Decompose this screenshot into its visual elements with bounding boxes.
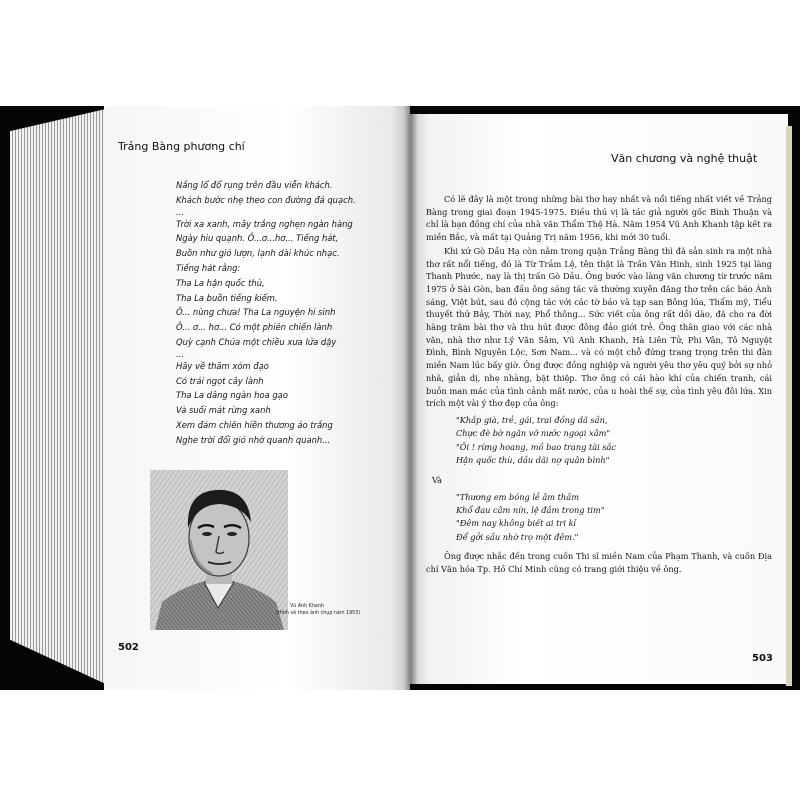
poem-line: Quỳ cạnh Chúa một chiều xưa lửa dậy xyxy=(176,336,337,347)
paragraph: Ông được nhắc đến trong cuốn Thi sĩ miền Nam của Phạm Thanh, và cuốn Địa chí Văn hóa Tp. Hồ Chí Minh cũng có trang giới thiệu về ông. xyxy=(426,551,772,574)
poem-line: Ngày hiu quạnh. Ô...ơ...hơ... Tiếng hát, xyxy=(176,233,339,244)
left-running-header: Trảng Bàng phương chí xyxy=(118,140,245,153)
poem-line: Ô... nùng chưa! Tha La nguyện hi sinh xyxy=(176,307,336,318)
right-page-edge xyxy=(786,126,792,686)
page-stack-edge xyxy=(10,108,110,686)
poem-line: Trời xa xanh, mây trắng nghẹn ngàn hàng xyxy=(176,218,353,229)
sketch-portrait-icon xyxy=(150,470,288,630)
quote-line: Khổ đau câm nín, lệ đầm trong tim" xyxy=(456,504,605,515)
poem-line: ... xyxy=(176,206,184,217)
poem-line: ... xyxy=(176,348,184,359)
poem-line: Hãy về thăm xóm đạo xyxy=(176,360,269,371)
quote-line: "Đêm nay không biết ai tri kỉ xyxy=(456,518,577,529)
quote-line: "Ôi ! rừng hoang, mồ bao trang tài sắc xyxy=(456,441,616,452)
connector-word: Và xyxy=(432,474,443,485)
poem-line: Khách bước nhẹ theo con đường đá quạch. xyxy=(176,194,356,205)
right-page-number: 503 xyxy=(752,653,773,664)
poem-line: Và suối mát rừng xanh xyxy=(176,405,271,416)
poem-line: Tha La dâng ngàn hoa gạo xyxy=(176,390,288,401)
quote-block xyxy=(426,414,772,468)
paragraph: Có lẽ đây là một trong những bài thơ hay nhất và nổi tiếng nhất viết về Trảng Bàng trong giai đoạn 1945-1975. Điều thú vị là tác giả người gốc Bình Thuận và chỉ là bạn đồng chí của nhà văn Thẩm Thệ Hà. Năm 1954 Vũ Anh Khanh tập kết ra miền Bắc, và mất tại Quảng Trị năm 1956, khi mới 30 tuổi. xyxy=(426,194,772,243)
quote-line: Chực đè bờ ngăn vỡ nước ngoại xâm" xyxy=(456,428,611,439)
poem-line: Nghe trời đổi gió nhớ quanh quanh... xyxy=(176,434,331,445)
poem-block xyxy=(176,178,396,448)
poem-line: Xem đám chiên hiền thương áo trắng xyxy=(176,419,333,430)
quote-line: Để gởi sầu nhờ trọ một đêm." xyxy=(456,531,579,542)
quote-line: "Khắp già, trẻ, gái, trai đồng dã sần, xyxy=(456,414,608,425)
quote-block xyxy=(426,491,772,545)
paragraph: Khi xứ Gò Dầu Hạ còn nằm trong quận Trảng Bàng thì đã sản sinh ra một nhà thơ rất nổi tiếng, đó là Từ Trầm Lệ, tên thật là Trần Văn Hinh, sinh 1925 tại làng Thanh Phước, nay là thị trấn Gò Dầu. Ông bước vào làng văn chương từ trước năm 1975 ở Sài Gòn, ban đầu ông sáng tác và thường xuyên đăng thơ trên các báo Ánh sáng, Việt bút, sau đó cộng tác với các tờ báo và tạp san Bông lúa, Thẩm mỹ, Tiểu thuyết thứ Bảy, Thời nay, Phổ thông... Sức viết của ông rất dồi dào, đã cho ra đời hàng trăm bài thơ và thu hút được đông đảo giới trẻ. Ông thân giao với các nhà văn, nhà thơ như Lý Văn Sâm, Vũ Anh Khanh, Hà Liên Tử, Phi Vân, Tô Nguyệt Đình, Bình Nguyên Lộc, Sơn Nam... và có một chỗ đứng trang trọng trên thi đàn miền Nam lúc bấy giờ. Ông được đồng nghiệp và người yêu thơ yêu quý bởi sự nhỏ nhã, giản dị, nhẹ nhàng, bặt thiệp. Thơ ông có cái hào khí của chiến tranh, cái buồn man mác của tình cảnh mất nước, của u hoài thế sự, của tình yêu đôi lứa. Xin trích một vài ý thơ đẹp của ông: xyxy=(426,245,772,409)
right-body xyxy=(426,193,772,576)
portrait-caption-name: Vũ Anh Khanh xyxy=(290,604,324,609)
poem-line: Nắng lổ đổ rụng trên đầu viễn khách. xyxy=(176,180,333,190)
poem-line: Tha La hận quốc thù, xyxy=(176,277,265,288)
poem-line: Tiếng hát rằng: xyxy=(176,262,241,273)
poem-line: Ô... ơ... hơ... Có một phiên chiến lành xyxy=(176,322,333,333)
poem-line: Có trái ngọt cây lành xyxy=(176,375,264,386)
left-page-number: 502 xyxy=(118,642,139,653)
book-gutter xyxy=(404,106,418,690)
poem-line: Buồn như gió lượn, lạnh dài khúc nhạc. xyxy=(176,248,340,259)
quote-line: Hận quốc thù, dầu dãi nợ quân bình" xyxy=(456,455,610,466)
quote-line: "Thương em bóng lẻ âm thầm xyxy=(456,491,579,502)
poem-line: Tha La buồn tiếng kiếm. xyxy=(176,292,278,303)
right-running-header: Văn chương và nghệ thuật xyxy=(611,152,758,165)
portrait-caption-note: (Hình vẽ theo ảnh chụp năm 1953) xyxy=(276,611,361,616)
